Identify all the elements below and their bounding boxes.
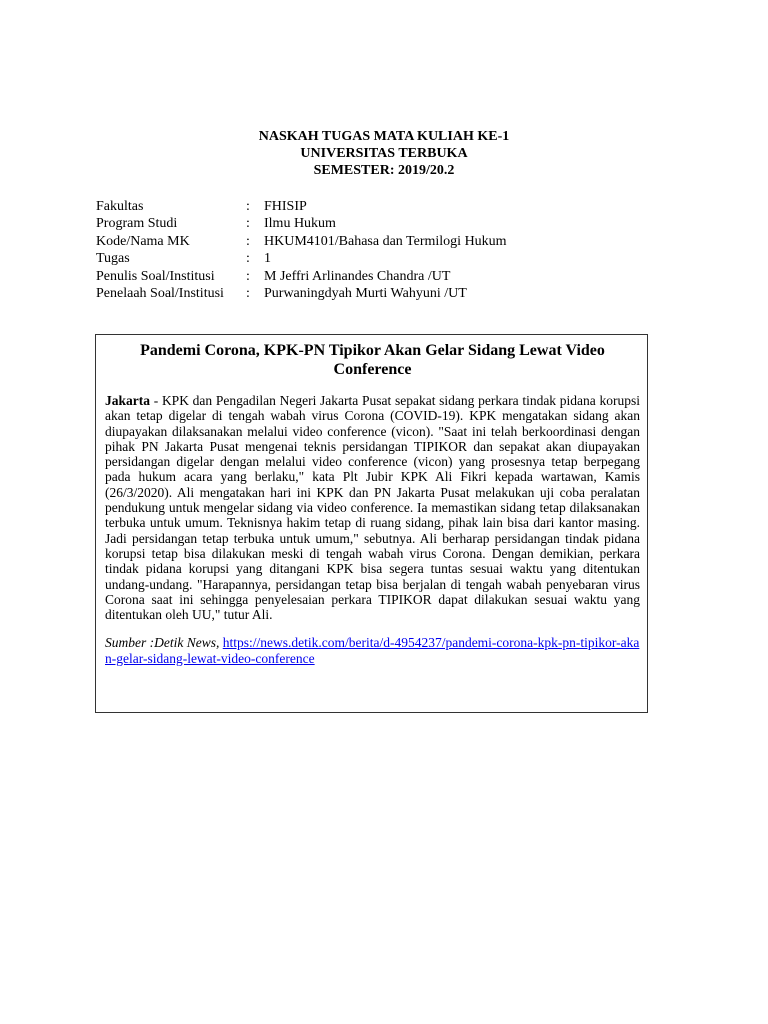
- info-colon: :: [246, 286, 250, 302]
- article-text: - KPK dan Pengadilan Negeri Jakarta Pusat sepakat sidang perkara tindak pidana korupsi akan tetap digelar di tengah wabah virus Corona (COVID-19). KPK mengatakan sidang akan diupayakan dilaksanakan melalui video conference (vicon). "Saat ini telah berkoordinasi dengan pihak PN Jakarta Pusat mengenai teknis persidangan TIPIKOR dan sepakat akan diupayakan persidangan digelar dengan melalui video conference (vicon) yang prosesnya tetap berpegang pada hukum acara yang berlaku," kata Plt Jubir KPK Ali Fikri kepada wartawan, Kamis (26/3/2020). Ali mengatakan hari ini KPK dan PN Jakarta Pusat melakukan uji coba peralatan pendukung untuk mengelar sidang via video conference. Ia memastikan sidang tetap dilaksanakan terbuka untuk umum. Teknisnya hakim tetap di ruang sidang, pihak lain bisa dari kantor masing. Jadi persidangan tetap terbuka untuk umum," sebutnya. Ali berharap persidangan tindak pidana korupsi tetap bisa dilakukan meski di tengah wabah virus Corona. Dengan demikian, perkara tindak pidana korupsi yang ditangani KPK bisa segera tuntas sesuai waktu yang ditentukan undang-undang. "Harapannya, persidangan tetap bisa berjalan di tengah wabah penyebaran virus Corona saat ini sehingga penyelesaian perkara TIPIKOR dapat dilakukan sesuai waktu yang ditentukan oleh UU," tutur Ali.: [105, 393, 640, 623]
- info-label: Program Studi: [96, 216, 178, 232]
- info-value: 1: [264, 251, 271, 267]
- info-row-penelaah: [96, 285, 507, 302]
- info-colon: :: [246, 251, 250, 267]
- info-row-fakultas: [96, 198, 507, 215]
- article-source: [105, 635, 640, 666]
- info-label: Kode/Nama MK: [96, 233, 190, 249]
- info-colon: :: [246, 268, 250, 284]
- header-title: NASKAH TUGAS MATA KULIAH KE-1: [258, 129, 510, 144]
- info-value: Ilmu Hukum: [264, 216, 336, 232]
- article-body: [105, 393, 640, 622]
- info-row-penulis: [96, 268, 507, 285]
- info-row-program-studi: [96, 215, 507, 232]
- info-row-tugas: [96, 250, 507, 267]
- info-colon: :: [246, 233, 250, 249]
- info-value: M Jeffri Arlinandes Chandra /UT: [264, 268, 451, 284]
- info-value: FHISIP: [264, 199, 307, 214]
- info-label: Penulis Soal/Institusi: [96, 268, 215, 284]
- info-value: HKUM4101/Bahasa dan Termilogi Hukum: [264, 233, 507, 249]
- info-row-kode-mk: [96, 233, 507, 250]
- article-box: [95, 334, 648, 713]
- document-header: [0, 128, 768, 179]
- header-university: UNIVERSITAS TERBUKA: [300, 146, 468, 161]
- header-semester: SEMESTER: 2019/20.2: [313, 163, 455, 178]
- info-label: Fakultas: [96, 199, 144, 214]
- info-label: Tugas: [96, 251, 130, 267]
- article-lead: Jakarta: [105, 393, 150, 408]
- info-label: Penelaah Soal/Institusi: [96, 286, 224, 302]
- course-info-table: [96, 198, 507, 302]
- info-colon: :: [246, 216, 250, 232]
- info-value: Purwaningdyah Murti Wahyuni /UT: [264, 286, 467, 302]
- source-link[interactable]: https://news.detik.com/berita/d-4954237/pandemi-corona-kpk-pn-tipikor-akan-gelar-sidang-lewat-video-conference: [105, 635, 640, 666]
- article-title: Pandemi Corona, KPK-PN Tipikor Akan Gelar Sidang Lewat Video Conference: [140, 342, 605, 378]
- source-label: Sumber :Detik News,: [105, 635, 223, 651]
- info-colon: :: [246, 199, 250, 214]
